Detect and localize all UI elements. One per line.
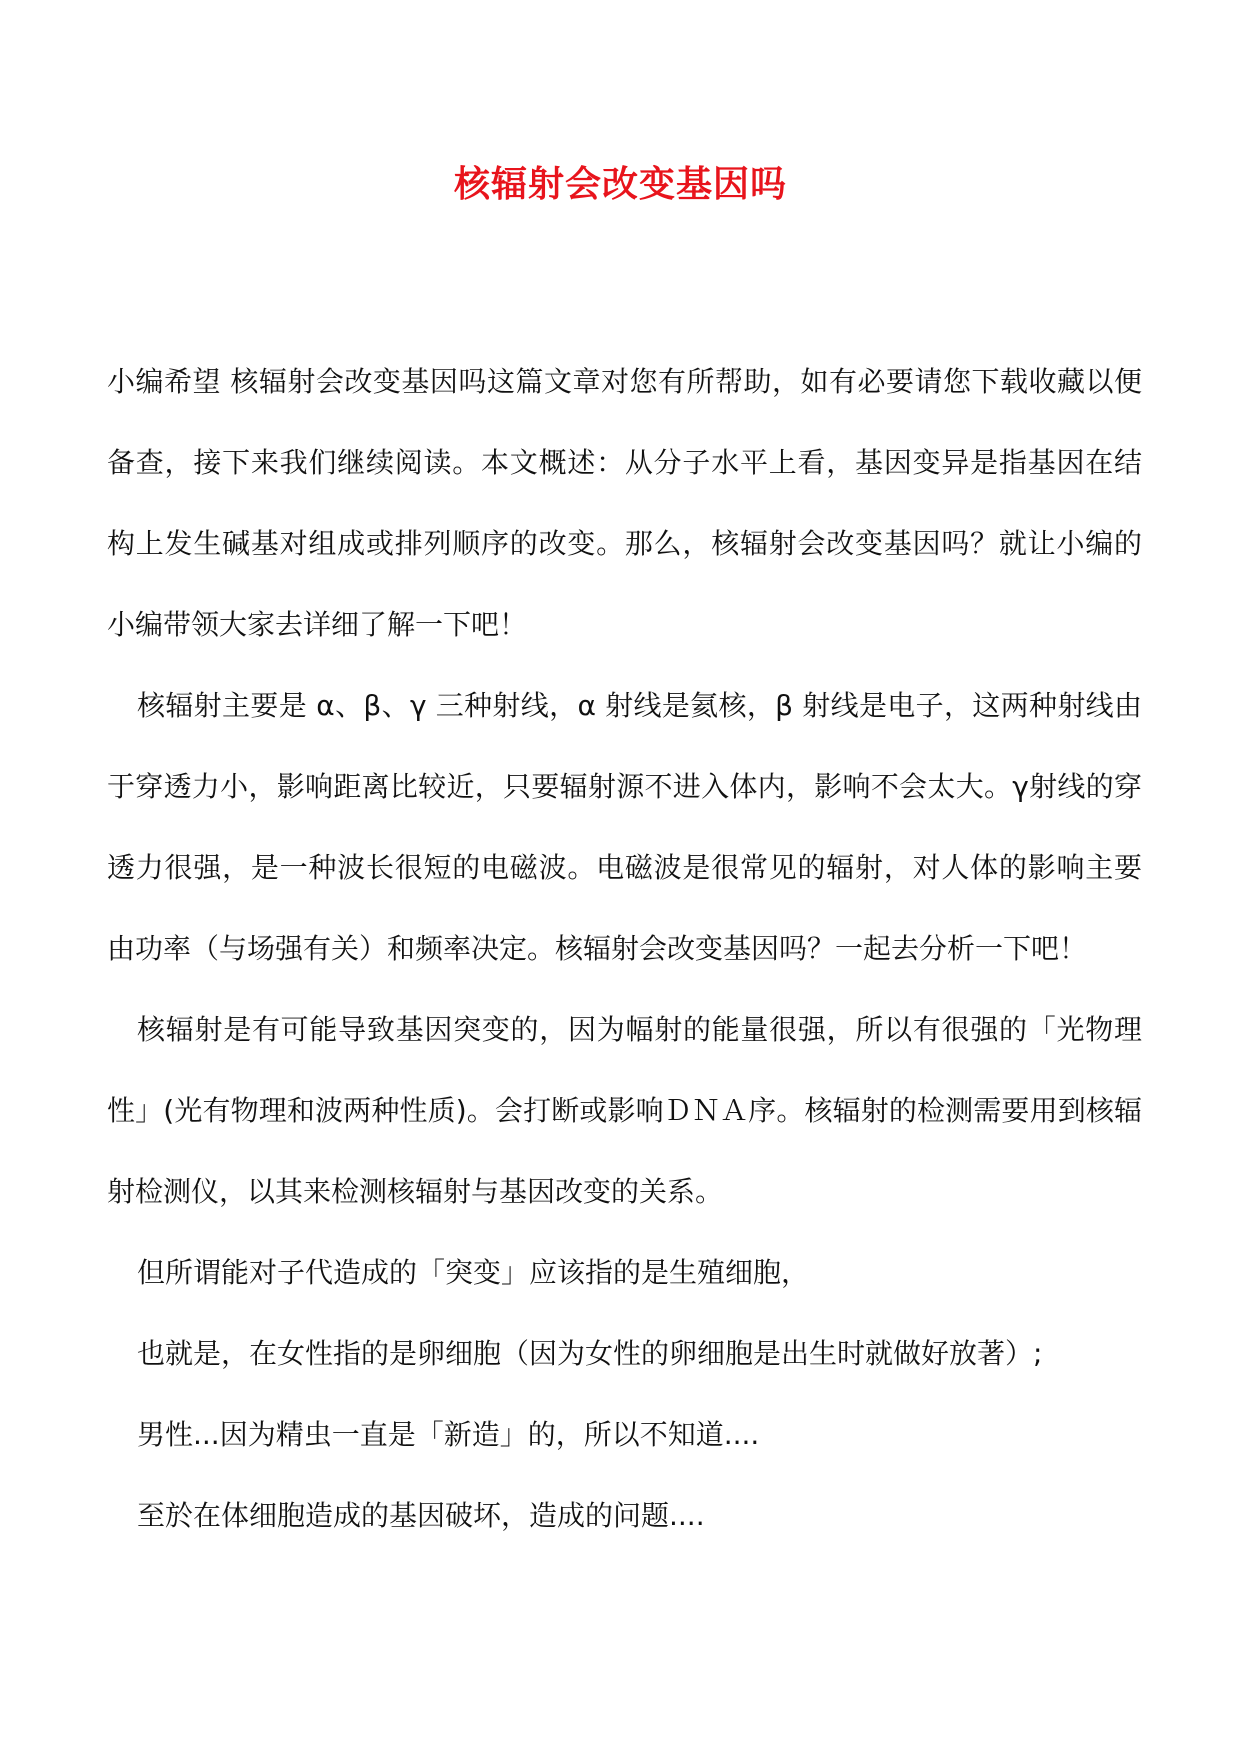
intro-paragraph: 小编希望 核辐射会改变基因吗这篇文章对您有所帮助，如有必要请您下载收藏以便备查，接下来我们继续阅读。本文概述：从分子水平上看，基因变异是指基因在结构上发生碱基对组成或排列顺序的改变。那么，核辐射会改变基因吗？就让小编的小编带领大家去详细了解一下吧！	[107, 365, 1142, 641]
male-paragraph: 男性...因为精虫一直是「新造」的，所以不知道....	[137, 1418, 760, 1451]
radiation-types-paragraph: 核辐射主要是 α、β、γ 三种射线，α 射线是氦核，β 射线是电子，这两种射线由于穿透力小，影响距离比较近，只要辐射源不进入体内，影响不会太大。γ射线的穿透力很强，是一种波长很短的电磁波。电磁波是很常见的辐射，对人体的影响主要由功率（与场强有关）和频率决定。核辐射会改变基因吗？一起去分析一下吧！	[107, 689, 1142, 965]
mutation-paragraph: 核辐射是有可能导致基因突变的，因为幅射的能量很强，所以有很强的「光物理性」(光有物理和波两种性质)。会打断或影响ＤＮＡ序。核辐射的检测需要用到核辐射检测仪，以其来检测核辐射与基因改变的关系。	[107, 1013, 1142, 1208]
female-paragraph: 也就是，在女性指的是卵细胞（因为女性的卵细胞是出生时就做好放著）;	[137, 1337, 1043, 1370]
document-body	[107, 341, 1142, 1556]
germ-cell-paragraph: 但所谓能对子代造成的「突变」应该指的是生殖细胞，	[137, 1256, 810, 1289]
document-title: 核辐射会改变基因吗	[453, 163, 787, 205]
somatic-cell-paragraph: 至於在体细胞造成的基因破坏，造成的问题....	[137, 1499, 705, 1532]
